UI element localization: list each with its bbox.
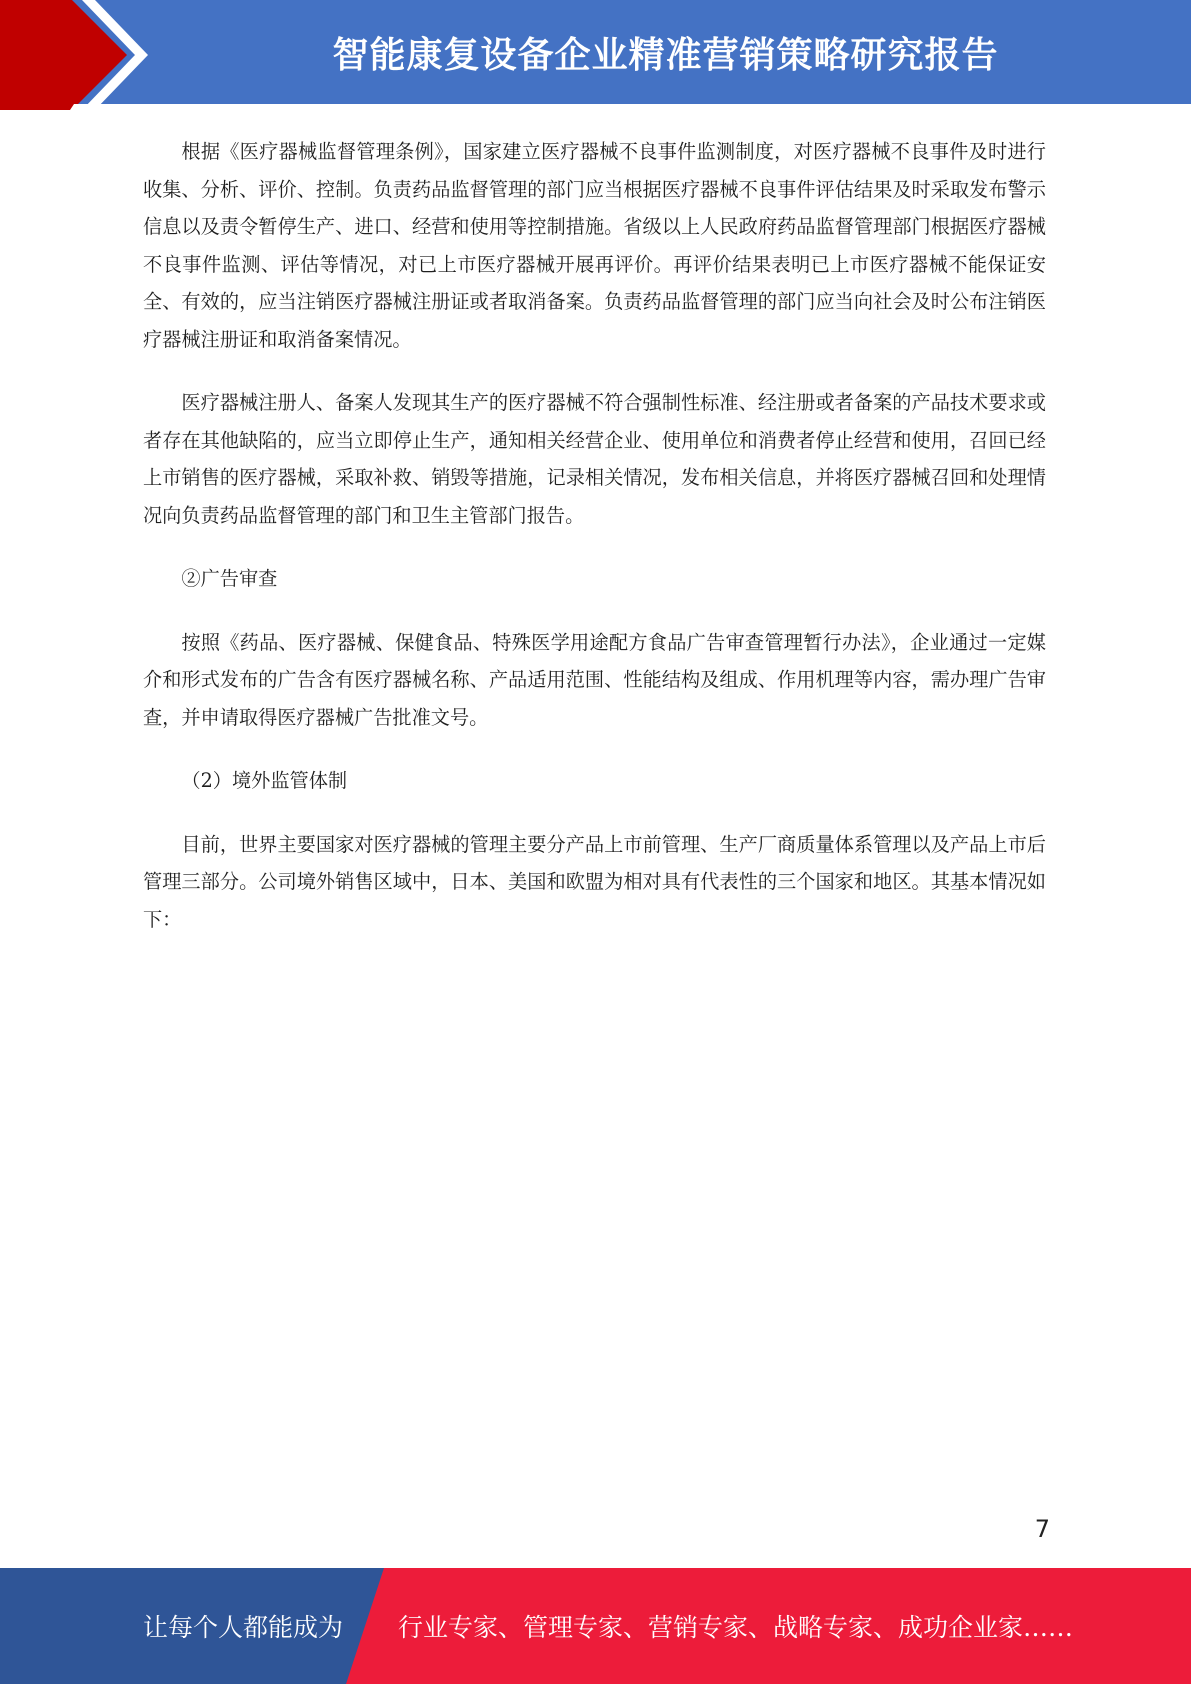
heading-overseas-regulation: （2）境外监管体制	[181, 769, 348, 792]
paragraph-advertising-review: 按照《药品、医疗器械、保健食品、特殊医学用途配方食品广告审查管理暂行办法》，企业通过一定媒介和形式发布的广告含有医疗器械名称、产品适用范围、性能结构及组成、作用机理等内容，需办理广告审查，并申请取得医疗器械广告批准文号。	[143, 630, 1046, 729]
footer-slogan-right: 行业专家、管理专家、营销专家、战略专家、成功企业家……	[398, 1613, 1074, 1642]
page-number: 7	[1034, 1515, 1050, 1543]
heading-advertising-review: ②广告审查	[181, 567, 278, 590]
document-body	[143, 133, 1046, 964]
page-header	[0, 0, 1191, 110]
footer-slogan-left: 让每个人都能成为	[143, 1613, 344, 1642]
paragraph-adverse-event-monitoring: 根据《医疗器械监督管理条例》，国家建立医疗器械不良事件监测制度，对医疗器械不良事件及时进行收集、分析、评价、控制。负责药品监督管理的部门应当根据医疗器械不良事件评估结果及时采取发布警示信息以及责令暂停生产、进口、经营和使用等控制措施。省级以上人民政府药品监督管理部门根据医疗器械不良事件监测、评估等情况，对已上市医疗器械开展再评价。再评价结果表明已上市医疗器械不能保证安全、有效的，应当注销医疗器械注册证或者取消备案。负责药品监督管理的部门应当向社会及时公布注销医疗器械注册证和取消备案情况。	[143, 140, 1046, 351]
paragraph-overseas-regulation: 目前，世界主要国家对医疗器械的管理主要分产品上市前管理、生产厂商质量体系管理以及产品上市后管理三部分。公司境外销售区域中，日本、美国和欧盟为相对具有代表性的三个国家和地区。其基本情况如下：	[143, 832, 1046, 931]
paragraph-recall: 医疗器械注册人、备案人发现其生产的医疗器械不符合强制性标准、经注册或者备案的产品技术要求或者存在其他缺陷的，应当立即停止生产，通知相关经营企业、使用单位和消费者停止经营和使用，召回已经上市销售的医疗器械，采取补救、销毁等措施，记录相关情况，发布相关信息，并将医疗器械召回和处理情况向负责药品监督管理的部门和卫生主管部门报告。	[143, 391, 1046, 527]
report-title: 智能康复设备企业精准营销策略研究报告	[332, 34, 999, 76]
page-footer	[0, 1568, 1191, 1684]
